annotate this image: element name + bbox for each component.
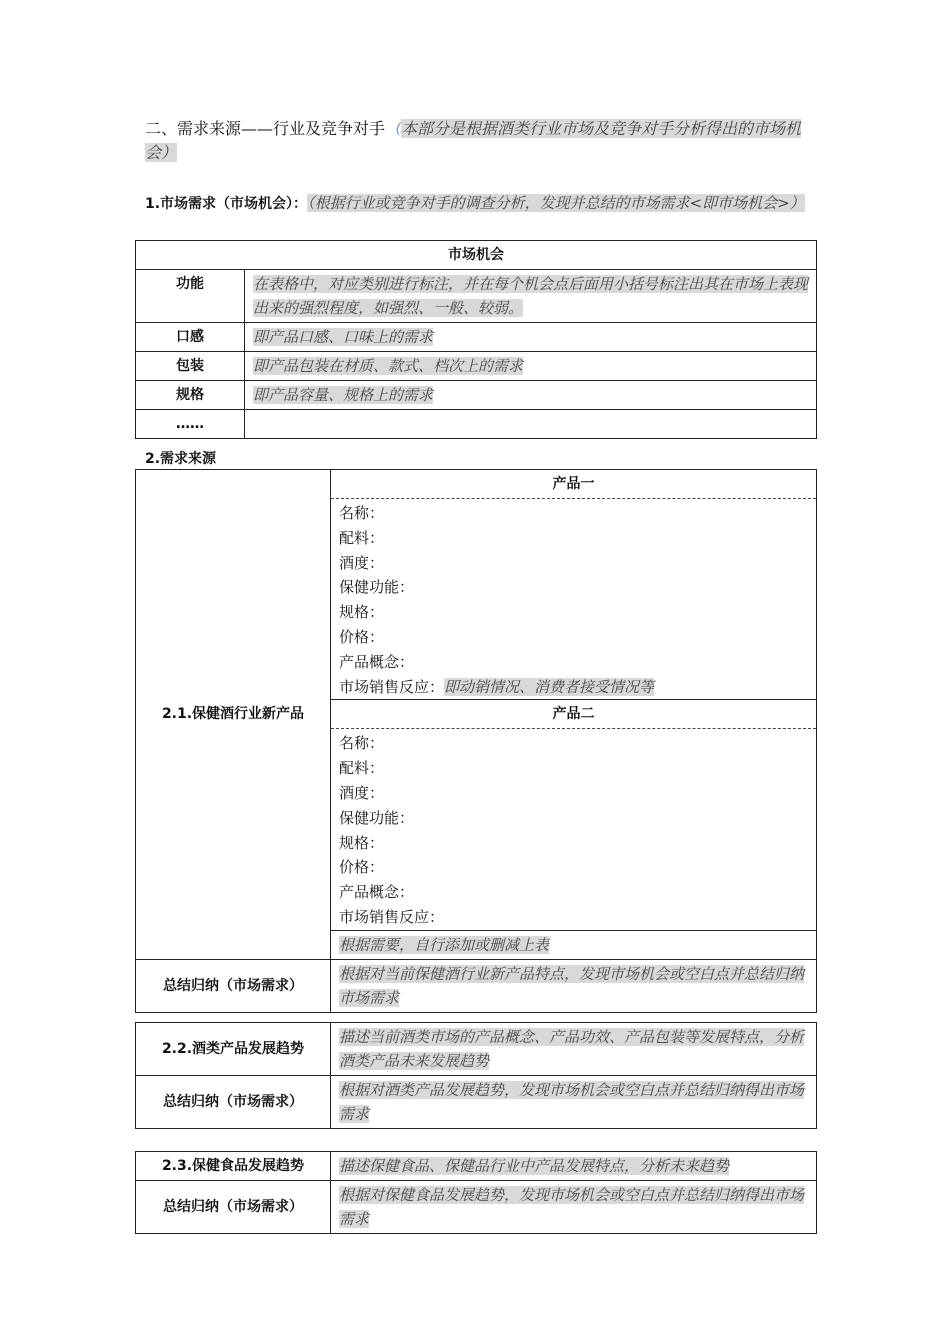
product1-field: 保健功能： <box>339 578 415 597</box>
product2-field: 规格： <box>339 833 385 852</box>
product1-field: 规格： <box>339 603 385 622</box>
table-row <box>136 410 817 439</box>
table-row <box>136 352 817 381</box>
row-desc-more <box>245 410 817 439</box>
row-desc-spec: 即产品容量、规格上的需求 <box>245 381 817 410</box>
table-header-row <box>136 241 817 270</box>
product2-field: 价格： <box>339 858 385 877</box>
product1-field: 名称： <box>339 504 385 522</box>
table-row <box>136 470 817 499</box>
new-products-label: 2.1.保健酒行业新产品 <box>136 470 331 960</box>
table-row <box>136 1152 817 1181</box>
table-header: 市场机会 <box>136 241 817 270</box>
row-label-packaging: 包装 <box>136 352 245 381</box>
product2-title: 产品二 <box>331 700 817 729</box>
row-desc-function: 在表格中，对应类别进行标注，并在每个机会点后面用小括号标注出其在市场上表现出来的强烈程度，如强烈、一般、较弱。 <box>245 270 817 323</box>
summary-note: 根据对酒类产品发展趋势，发现市场机会或空白点并总结归纳得出市场需求 <box>331 1076 817 1129</box>
summary-label: 总结归纳（市场需求） <box>136 1076 331 1129</box>
table-row <box>136 381 817 410</box>
row-label-function: 功能 <box>136 270 245 323</box>
summary-note: 根据对保健食品发展趋势，发现市场机会或空白点并总结归纳得出市场需求 <box>331 1181 817 1234</box>
product2-field: 产品概念： <box>339 883 415 902</box>
product2-fields <box>331 729 817 930</box>
section-title: 二、需求来源——行业及竞争对手 <box>145 119 386 138</box>
product1-reaction: 市场销售反应：即动销情况、消费者接受情况等 <box>339 677 655 696</box>
table-row <box>136 1023 817 1076</box>
health-food-trend-desc: 描述保健食品、保健品行业中产品发展特点，分析未来趋势 <box>331 1152 817 1181</box>
product2-field: 酒度： <box>339 783 385 802</box>
liquor-trend-label: 2.2.酒类产品发展趋势 <box>136 1023 331 1076</box>
summary-label: 总结归纳（市场需求） <box>136 959 331 1012</box>
row-desc-taste: 即产品口感、口味上的需求 <box>245 323 817 352</box>
health-food-trend-label: 2.3.保健食品发展趋势 <box>136 1152 331 1181</box>
liquor-trend-table <box>135 1022 817 1129</box>
health-food-trend-table <box>135 1151 817 1234</box>
product1-field: 价格： <box>339 627 385 646</box>
product1-field: 酒度： <box>339 553 385 572</box>
product2-field: 名称： <box>339 734 385 753</box>
product1-fields <box>331 499 817 700</box>
part1-heading-block <box>145 191 813 216</box>
table-row <box>136 959 817 1012</box>
part2-heading: 2.需求来源 <box>145 451 217 467</box>
row-label-more: …… <box>136 410 245 439</box>
product2-field: 配料： <box>339 759 385 778</box>
part1-heading: 1.市场需求（市场机会）： <box>145 196 308 212</box>
product1-field: 产品概念： <box>339 652 415 671</box>
row-label-spec: 规格 <box>136 381 245 410</box>
row-label-taste: 口感 <box>136 323 245 352</box>
product1-field: 配料： <box>339 528 385 547</box>
market-opportunity-table <box>135 240 817 439</box>
row-desc-packaging: 即产品包装在材质、款式、档次上的需求 <box>245 352 817 381</box>
part1-note: （根据行业或竞争对手的调查分析，发现并总结的市场需求<即市场机会>） <box>307 194 805 212</box>
new-products-table <box>135 469 817 1013</box>
table-row <box>136 1181 817 1234</box>
product2-field: 保健功能： <box>339 808 415 827</box>
add-rows-note: 根据需要，自行添加或删减上表 <box>331 930 817 959</box>
product1-title: 产品一 <box>331 470 817 499</box>
section-title-note: 本部分是根据酒类行业市场及竞争对手分析得出的市场机会） <box>145 119 802 162</box>
table-row <box>136 1076 817 1129</box>
summary-label: 总结归纳（市场需求） <box>136 1181 331 1234</box>
table-row <box>136 270 817 323</box>
product2-field: 市场销售反应： <box>339 907 445 926</box>
table-row <box>136 323 817 352</box>
summary-note: 根据对当前保健酒行业新产品特点，发现市场机会或空白点并总结归纳市场需求 <box>331 959 817 1012</box>
liquor-trend-desc: 描述当前酒类市场的产品概念、产品功效、产品包装等发展特点，分析酒类产品未来发展趋势 <box>331 1023 817 1076</box>
section-title-block <box>145 117 813 165</box>
product1-reaction-note: 即动销情况、消费者接受情况等 <box>444 677 655 696</box>
section-title-paren: （ <box>385 119 402 138</box>
